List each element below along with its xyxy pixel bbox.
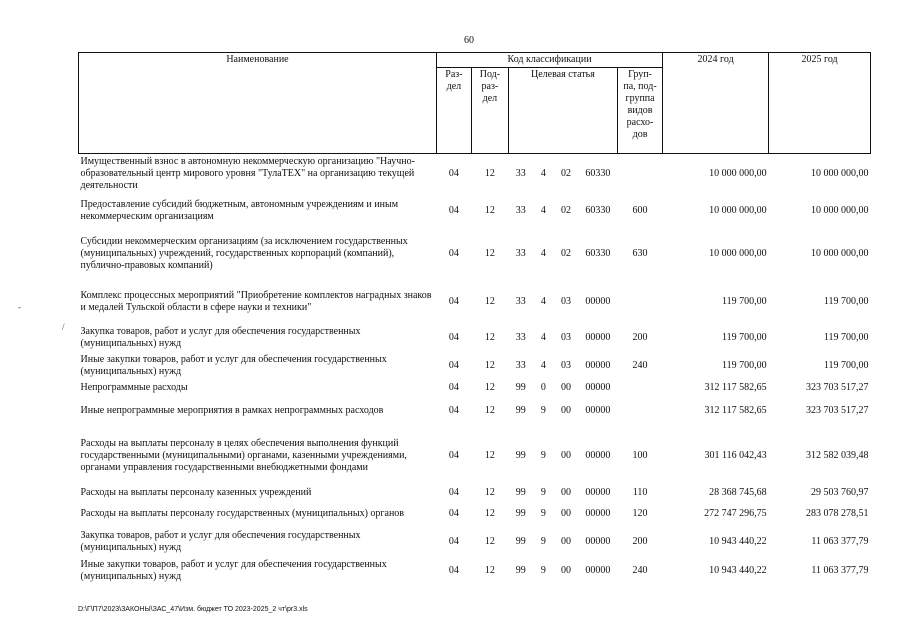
row-amount-2025: 11 063 377,79 — [811, 536, 869, 547]
row-target-direction: 60330 — [585, 247, 611, 259]
row-target-subprogram: 4 — [540, 167, 546, 179]
row-expense-group — [617, 396, 662, 426]
row-target-direction: 00000 — [585, 508, 611, 519]
row-target-complex: 03 — [560, 331, 571, 343]
row-section: 04 — [448, 381, 459, 393]
row-expense-group: 630 — [632, 247, 648, 259]
row-target-program: 33 — [515, 167, 526, 179]
row-section: 04 — [448, 508, 459, 519]
table-row — [79, 501, 871, 528]
row-subsection: 12 — [484, 204, 495, 216]
row-target-subprogram: 4 — [540, 204, 546, 216]
row-target-subprogram: 9 — [540, 565, 546, 576]
row-target-complex: 02 — [560, 167, 571, 179]
row-amount-2025: 29 503 760,97 — [811, 487, 869, 498]
row-target-direction: 00000 — [585, 565, 611, 576]
row-expense-group: 200 — [632, 331, 648, 343]
row-target-direction: 00000 — [585, 295, 611, 307]
row-amount-2024: 10 000 000,00 — [709, 204, 767, 216]
row-amount-2024: 312 117 582,65 — [704, 404, 767, 416]
header-classification: Код классификации — [436, 53, 662, 68]
row-subsection: 12 — [484, 247, 495, 259]
row-expense-group: 600 — [632, 204, 648, 216]
row-subsection: 12 — [484, 331, 495, 343]
row-amount-2025: 283 078 278,51 — [806, 508, 869, 519]
header-year-2025: 2025 год — [769, 53, 871, 154]
row-target-complex: 00 — [560, 404, 571, 416]
table-row — [79, 396, 871, 426]
row-section: 04 — [448, 331, 459, 343]
row-subsection: 12 — [484, 565, 495, 576]
row-target-direction: 00000 — [585, 536, 611, 547]
header-target-article: Целевая статья — [508, 68, 617, 154]
row-amount-2025: 10 000 000,00 — [811, 167, 869, 179]
table-row — [79, 324, 871, 352]
row-amount-2025: 323 703 517,27 — [806, 381, 869, 393]
row-target-subprogram: 9 — [540, 449, 546, 461]
table-row — [79, 154, 871, 194]
row-amount-2025: 10 000 000,00 — [811, 204, 869, 216]
row-section: 04 — [448, 536, 459, 547]
row-target-complex: 00 — [560, 536, 571, 547]
row-target-complex: 03 — [560, 359, 571, 371]
row-name: Имущественный взнос в автономную некоммерческую организацию "Научно-образовательный центр мирового уровня "ТулаТЕХ" на организацию текущей деятельности — [80, 155, 415, 191]
row-amount-2024: 10 943 440,22 — [709, 536, 767, 547]
row-target-subprogram: 4 — [540, 247, 546, 259]
page-number: 60 — [464, 35, 474, 46]
table-row — [79, 228, 871, 280]
row-expense-group: 120 — [632, 508, 648, 519]
row-section: 04 — [448, 167, 459, 179]
row-target-program: 99 — [515, 404, 526, 416]
row-section: 04 — [448, 487, 459, 498]
row-section: 04 — [448, 359, 459, 371]
row-expense-group: 200 — [632, 536, 648, 547]
row-target-complex: 00 — [560, 508, 571, 519]
footer-file-path: D:\Г\П7\2023\ЗАКОНЫ\ЗАС_47\Изм. бюджет ТО 2023-2025_2 чт\pr3.xls — [78, 606, 308, 613]
row-section: 04 — [448, 565, 459, 576]
row-subsection: 12 — [484, 487, 495, 498]
row-name: Субсидии некоммерческим организациям (за исключением государственных (муниципальных) учреждений, государственных корпораций (компаний), публично-правовых компаний) — [80, 235, 408, 271]
row-subsection: 12 — [484, 167, 495, 179]
row-amount-2024: 119 700,00 — [721, 295, 767, 307]
row-subsection: 12 — [484, 295, 495, 307]
row-target-program: 33 — [515, 247, 526, 259]
header-expense-group: Груп- па, под- группа видов расхо- дов — [617, 68, 662, 154]
row-target-program: 99 — [515, 508, 526, 519]
row-section: 04 — [448, 247, 459, 259]
row-amount-2025: 10 000 000,00 — [811, 247, 869, 259]
row-target-complex: 00 — [560, 565, 571, 576]
row-amount-2024: 10 943 440,22 — [709, 565, 767, 576]
row-target-program: 99 — [515, 536, 526, 547]
row-target-complex: 02 — [560, 247, 571, 259]
row-amount-2025: 119 700,00 — [823, 331, 869, 343]
row-amount-2025: 119 700,00 — [823, 295, 869, 307]
table-row — [79, 426, 871, 486]
row-amount-2024: 272 747 296,75 — [704, 508, 767, 519]
row-amount-2024: 119 700,00 — [721, 331, 767, 343]
row-subsection: 12 — [484, 449, 495, 461]
row-subsection: 12 — [484, 404, 495, 416]
row-amount-2024: 10 000 000,00 — [709, 167, 767, 179]
row-section: 04 — [448, 449, 459, 461]
row-expense-group — [617, 280, 662, 324]
row-target-subprogram: 4 — [540, 359, 546, 371]
row-target-subprogram: 0 — [540, 381, 546, 393]
table-row — [79, 194, 871, 228]
row-subsection: 12 — [484, 381, 495, 393]
row-target-direction: 60330 — [585, 167, 611, 179]
header-row-top — [79, 53, 871, 68]
row-expense-group — [617, 154, 662, 194]
row-target-program: 99 — [515, 487, 526, 498]
row-target-program: 99 — [515, 449, 526, 461]
row-amount-2024: 28 368 745,68 — [709, 487, 767, 498]
row-subsection: 12 — [484, 536, 495, 547]
row-name: Расходы на выплаты персоналу в целях обеспечения выполнения функций государственными (муниципальными) органами, казенными учреждениями, органами управления государственными внебюджетными фондами — [80, 437, 407, 473]
row-target-program: 33 — [515, 204, 526, 216]
row-amount-2024: 119 700,00 — [721, 359, 767, 371]
table-row — [79, 380, 871, 396]
row-target-subprogram: 9 — [540, 404, 546, 416]
row-name: Иные закупки товаров, работ и услуг для обеспечения государственных (муниципальных) нужд — [80, 559, 387, 582]
margin-mark: - — [18, 302, 21, 312]
row-target-complex: 02 — [560, 204, 571, 216]
row-amount-2024: 312 117 582,65 — [704, 381, 767, 393]
row-name: Иные закупки товаров, работ и услуг для обеспечения государственных (муниципальных) нужд — [80, 353, 387, 377]
row-target-subprogram: 9 — [540, 536, 546, 547]
row-amount-2025: 11 063 377,79 — [811, 565, 869, 576]
row-target-program: 33 — [515, 359, 526, 371]
row-section: 04 — [448, 295, 459, 307]
row-expense-group — [617, 380, 662, 396]
row-target-direction: 00000 — [585, 331, 611, 343]
row-name: Комплекс процессных мероприятий "Приобретение комплектов наградных знаков и медалей Тульской области в сфере науки и техники" — [80, 289, 432, 313]
row-subsection: 12 — [484, 359, 495, 371]
row-amount-2025: 323 703 517,27 — [806, 404, 869, 416]
row-target-direction: 00000 — [585, 449, 611, 461]
table-body — [79, 154, 871, 586]
row-target-direction: 00000 — [585, 359, 611, 371]
table-row — [79, 528, 871, 557]
row-target-program: 99 — [515, 565, 526, 576]
budget-table — [78, 52, 871, 586]
row-name: Непрограммные расходы — [80, 381, 188, 393]
header-year-2024: 2024 год — [663, 53, 769, 154]
row-target-direction: 00000 — [585, 404, 611, 416]
header-section: Раз- дел — [436, 68, 471, 154]
header-subsection: Под- раз- дел — [471, 68, 508, 154]
row-section: 04 — [448, 404, 459, 416]
row-amount-2025: 312 582 039,48 — [806, 449, 869, 461]
row-amount-2024: 301 116 042,43 — [704, 449, 767, 461]
row-target-program: 33 — [515, 331, 526, 343]
row-target-subprogram: 9 — [540, 487, 546, 498]
row-amount-2024: 10 000 000,00 — [709, 247, 767, 259]
row-target-direction: 00000 — [585, 487, 611, 498]
row-name: Расходы на выплаты персоналу казенных учреждений — [80, 487, 312, 498]
row-target-subprogram: 4 — [540, 331, 546, 343]
table-row — [79, 280, 871, 324]
row-target-direction: 00000 — [585, 381, 611, 393]
row-name: Предоставление субсидий бюджетным, автономным учреждениям и иным некоммерческим организациям — [80, 198, 399, 222]
header-name: Наименование — [79, 53, 437, 154]
row-amount-2025: 119 700,00 — [823, 359, 869, 371]
row-target-direction: 60330 — [585, 204, 611, 216]
row-target-complex: 00 — [560, 449, 571, 461]
row-target-subprogram: 4 — [540, 295, 546, 307]
row-section: 04 — [448, 204, 459, 216]
row-name: Закупка товаров, работ и услуг для обеспечения государственных (муниципальных) нужд — [80, 325, 361, 349]
table-row — [79, 486, 871, 501]
row-name: Закупка товаров, работ и услуг для обеспечения государственных (муниципальных) нужд — [80, 530, 361, 553]
table-row — [79, 352, 871, 380]
row-expense-group: 240 — [632, 359, 648, 371]
row-expense-group: 100 — [632, 449, 648, 461]
row-expense-group: 110 — [632, 487, 648, 498]
row-target-complex: 03 — [560, 295, 571, 307]
row-expense-group: 240 — [632, 565, 648, 576]
row-name: Иные непрограммные мероприятия в рамках непрограммных расходов — [80, 404, 384, 416]
row-target-subprogram: 9 — [540, 508, 546, 519]
row-subsection: 12 — [484, 508, 495, 519]
row-target-program: 33 — [515, 295, 526, 307]
row-target-complex: 00 — [560, 487, 571, 498]
table-row — [79, 557, 871, 586]
row-name: Расходы на выплаты персоналу государственных (муниципальных) органов — [80, 508, 405, 519]
row-target-program: 99 — [515, 381, 526, 393]
margin-mark: / — [62, 322, 65, 332]
row-target-complex: 00 — [560, 381, 571, 393]
